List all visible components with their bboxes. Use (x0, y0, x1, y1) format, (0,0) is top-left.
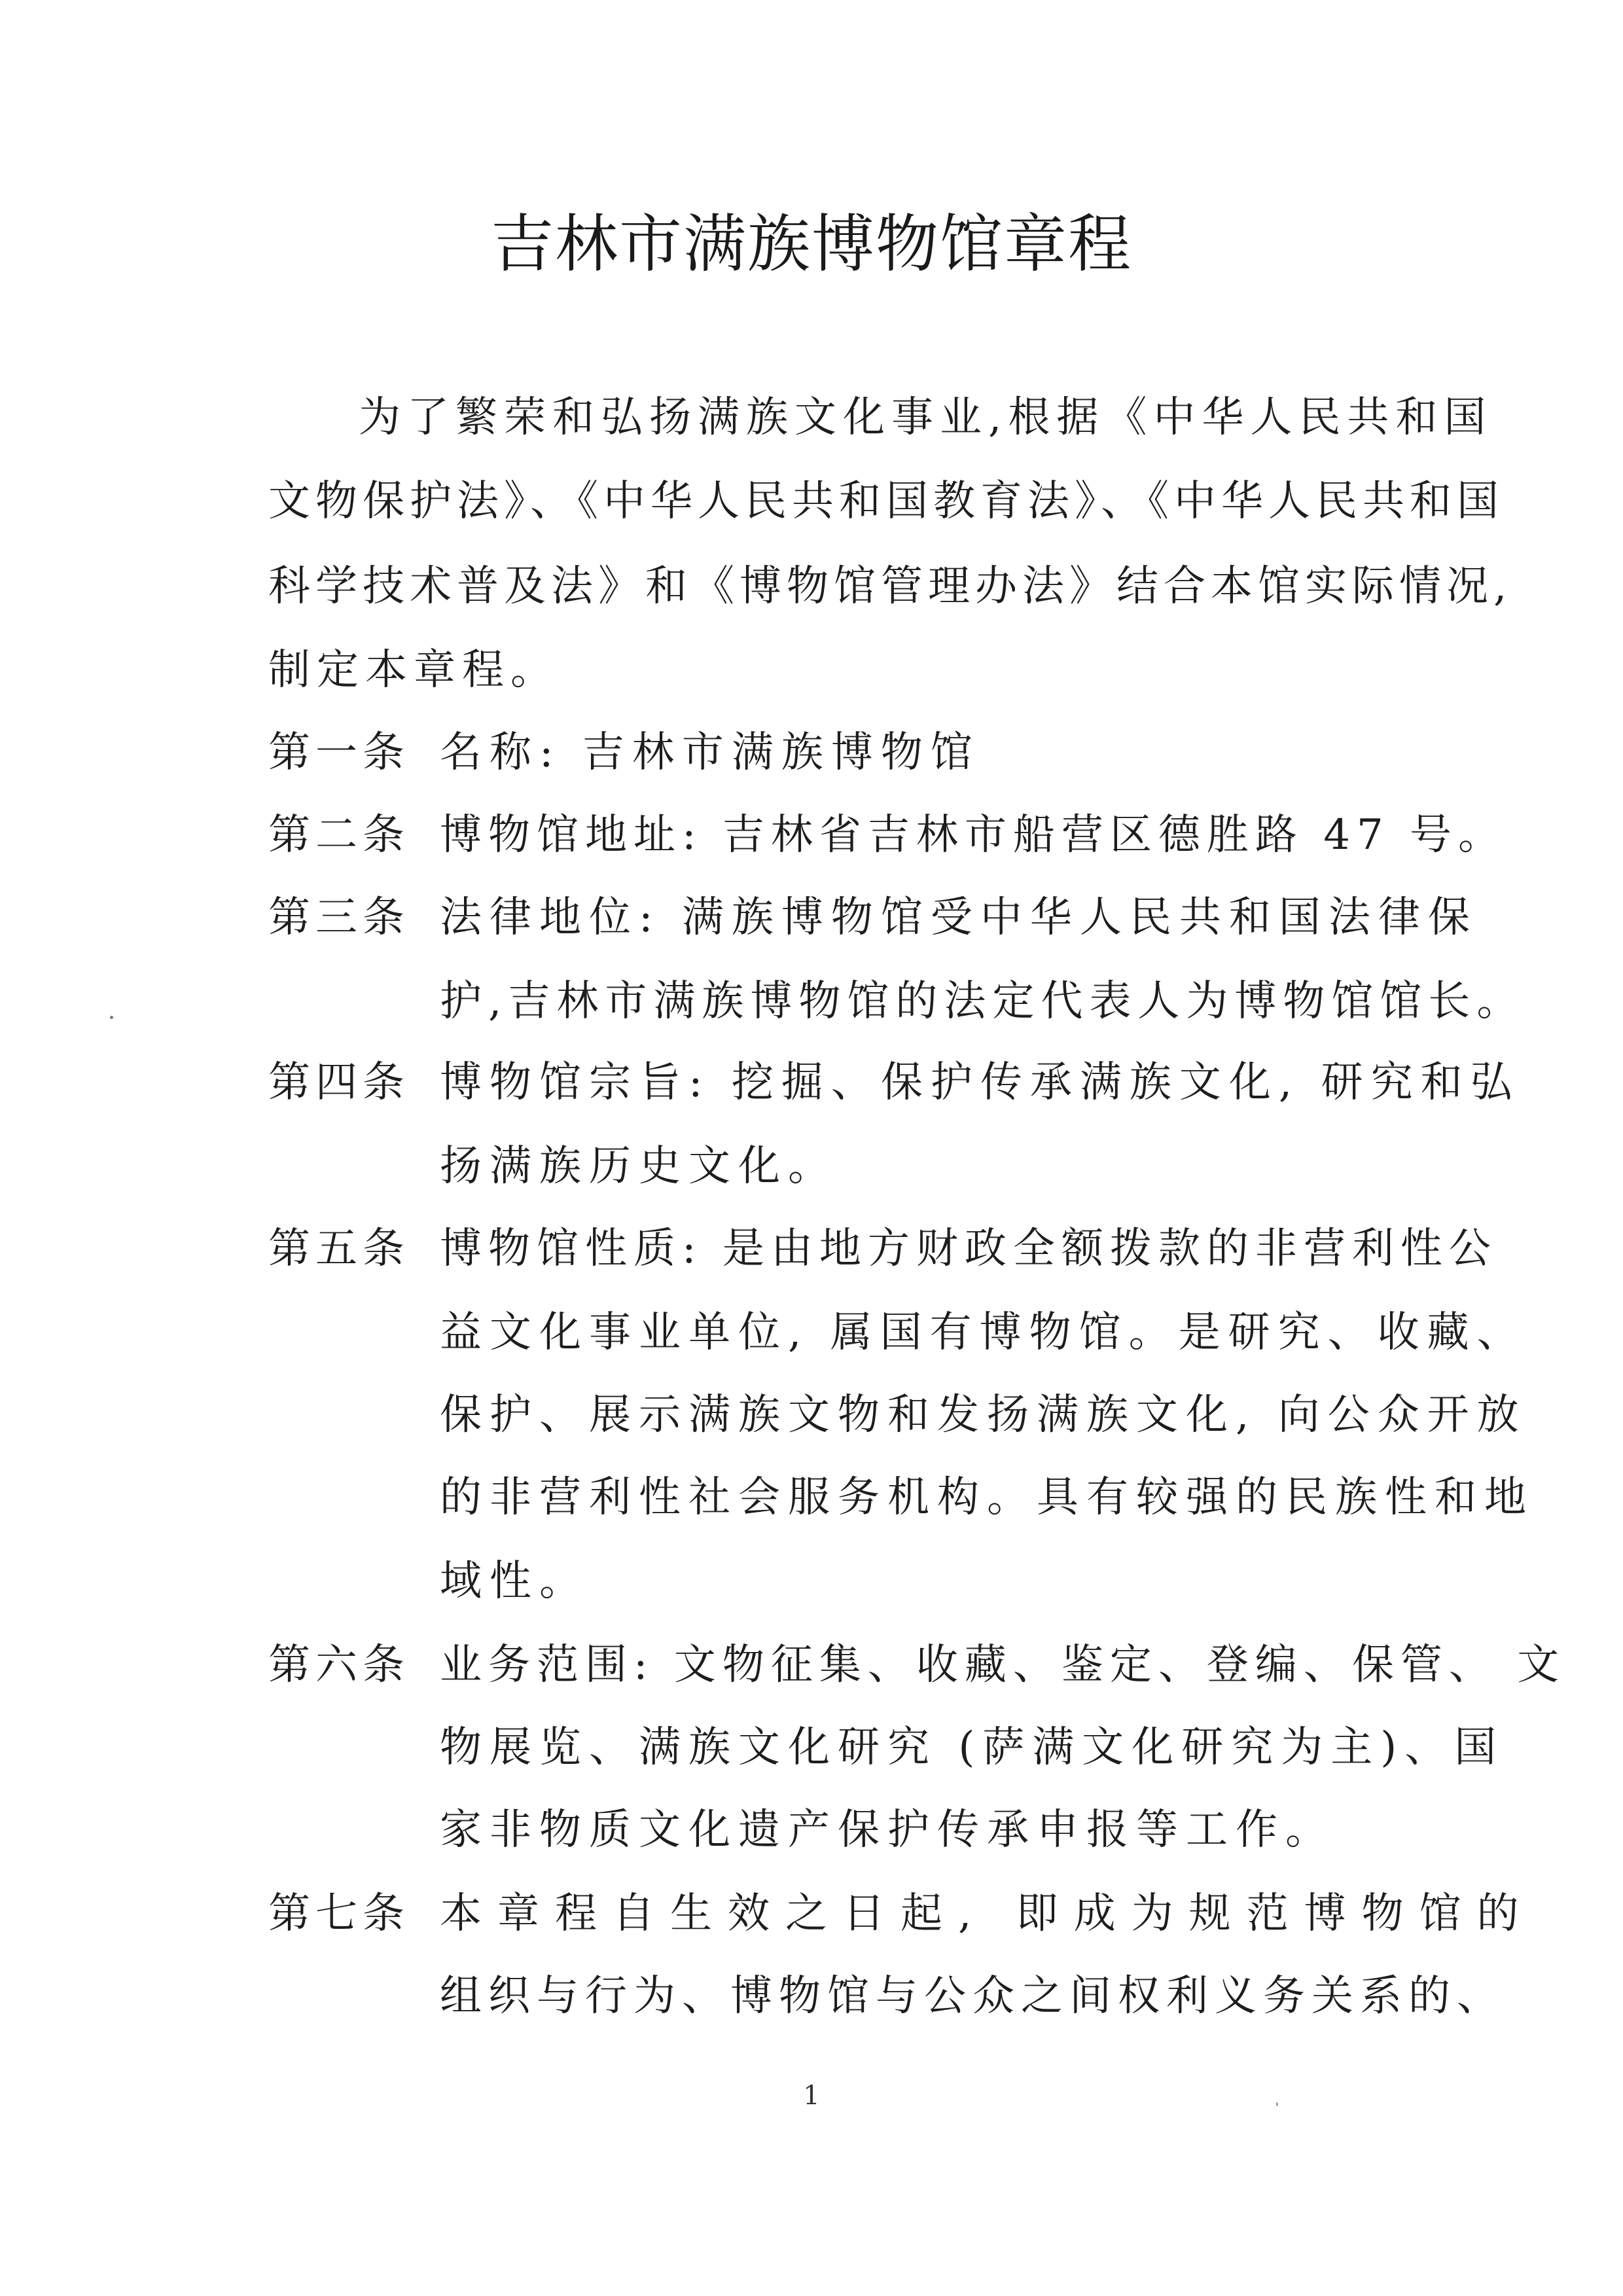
preamble-line: 文物保护法》、《中华人民共和国教育法》、《中华人民共和国 (268, 477, 1504, 526)
article-line: 博物馆性质: 是由地方财政全额拨款的非营利性公 (440, 1225, 1497, 1273)
article-label: 第七条 (268, 1890, 410, 1938)
article-label: 第五条 (268, 1225, 410, 1273)
article-line: 博物馆地址: 吉林省吉林市船营区德胜路 47 号。 (440, 811, 1507, 859)
preamble-line: 为了繁荣和弘扬满族文化事业,根据《中华人民共和国 (359, 393, 1493, 442)
page-number: 1 (803, 2081, 820, 2111)
article-line: 业务范围: 文物征集、收藏、鉴定、登编、保管、 文 (440, 1641, 1566, 1689)
preamble-line: 科学技术普及法》和《博物馆管理办法》结合本馆实际情况, (268, 562, 1512, 611)
article-label: 第一条 (268, 728, 410, 777)
article-line: 域性。 (440, 1557, 589, 1605)
article-line: 本章程自生效之日起, 即成为规范博物馆的 (440, 1890, 1535, 1938)
article-line: 扬满族历史文化。 (440, 1142, 838, 1191)
scan-speck (1276, 2102, 1278, 2106)
article-line: 博物馆宗旨: 挖掘、保护传承满族文化, 研究和弘 (440, 1058, 1520, 1107)
preamble-line: 制定本章程。 (268, 646, 559, 694)
article-line: 保护、展示满族文物和发扬满族文化, 向公众开放 (440, 1391, 1527, 1439)
article-line: 物展览、满族文化研究 (萨满文化研究为主)、国 (440, 1723, 1505, 1772)
article-label: 第二条 (268, 811, 410, 859)
article-label: 第四条 (268, 1058, 410, 1107)
article-line: 的非营利性社会服务机构。具有较强的民族性和地 (440, 1473, 1534, 1522)
article-line: 家非物质文化遗产保护传承申报等工作。 (440, 1806, 1335, 1854)
article-line: 护,吉林市满族博物馆的法定代表人为博物馆馆长。 (440, 977, 1525, 1026)
article-line: 法律地位: 满族博物馆受中华人民共和国法律保 (440, 893, 1478, 942)
article-label: 第三条 (268, 893, 410, 942)
article-line: 益文化事业单位, 属国有博物馆。是研究、收藏、 (440, 1308, 1527, 1357)
scan-speck (110, 1016, 113, 1019)
article-label: 第六条 (268, 1641, 410, 1689)
article-line: 名称: 吉林市满族博物馆 (440, 728, 980, 777)
article-line: 组织与行为、博物馆与公众之间权利义务关系的、 (440, 1972, 1505, 2020)
document-title: 吉林市满族博物馆章程 (491, 207, 1132, 281)
